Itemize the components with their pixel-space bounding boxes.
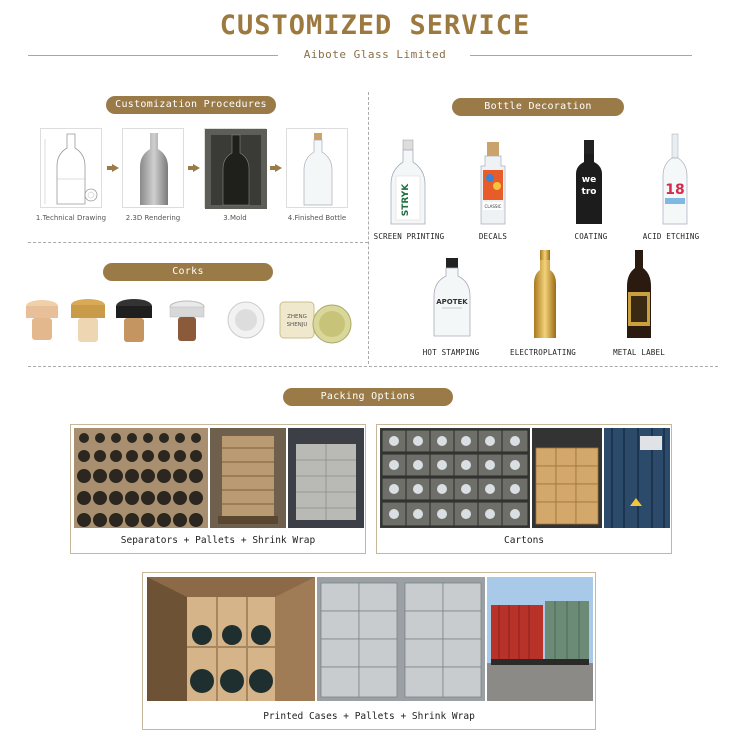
section-divider-horizontal (28, 242, 368, 243)
decoration-heading: Bottle Decoration (452, 98, 624, 116)
coating-bottle-image (574, 138, 604, 232)
svg-text:SHENJU: SHENJU (286, 322, 308, 328)
glass-cork-icon (168, 300, 206, 348)
packing-caption: Printed Cases + Pallets + Shrink Wrap (263, 711, 475, 722)
deco-label: SCREEN PRINTING (373, 232, 445, 241)
technical-drawing-image (40, 128, 102, 208)
finished-bottle-image (286, 128, 348, 208)
containers-trucks-photo (487, 577, 593, 701)
section-divider-bottom (28, 366, 718, 367)
cartons-open-photo (380, 428, 530, 528)
container-photo (604, 428, 670, 528)
arrow-right-icon (112, 164, 119, 172)
3d-rendering-image (122, 128, 184, 208)
svg-text:18: 18 (665, 182, 685, 198)
printed-cork-icon (278, 298, 354, 348)
deco-label: HOT STAMPING (422, 348, 480, 357)
pallets-photo (210, 428, 286, 528)
shrink-wrap-photo (288, 428, 364, 528)
wood-cork-icon (24, 298, 60, 346)
arrow-right-icon (275, 164, 282, 172)
svg-text:STRYK: STRYK (401, 183, 411, 217)
svg-text:we: we (581, 175, 597, 185)
electroplating-bottle-image (530, 248, 560, 346)
black-cork-icon (114, 298, 154, 348)
svg-text:CLASSIC: CLASSIC (484, 204, 502, 209)
packing-heading: Packing Options (283, 388, 453, 406)
company-name: Aibote Glass Limited (303, 48, 447, 61)
deco-label: DECALS (478, 232, 508, 241)
svg-text:tro: tro (581, 187, 597, 197)
decals-bottle-image (476, 140, 510, 232)
metal-label-bottle-image (624, 248, 654, 346)
separators-photo (74, 428, 208, 528)
cartons-stack-photo (532, 428, 602, 528)
corks-heading: Corks (103, 263, 273, 281)
hot-stamping-bottle-image (432, 256, 472, 344)
step-label: 1.Technical Drawing (35, 214, 107, 222)
step-label: 2.3D Rendering (125, 214, 181, 222)
packing-option-cartons (376, 424, 672, 554)
section-divider-vertical (368, 92, 369, 364)
deco-label: ELECTROPLATING (509, 348, 576, 357)
packing-caption: Separators + Pallets + Shrink Wrap (120, 535, 316, 546)
packing-caption: Cartons (503, 535, 545, 546)
step-label: 4.Finished Bottle (287, 214, 347, 222)
packing-option-separators (70, 424, 366, 554)
packing-option-printed-cases (142, 572, 596, 730)
screen-printing-bottle-image (388, 138, 428, 232)
white-cap-icon (224, 300, 268, 344)
gold-cork-icon (69, 298, 107, 348)
mold-image (204, 128, 266, 208)
deco-label: COATING (574, 232, 608, 241)
svg-text:APOTEK: APOTEK (436, 298, 468, 306)
arrow-right-icon (193, 164, 200, 172)
procedures-heading: Customization Procedures (106, 96, 276, 114)
page-title: CUSTOMIZED SERVICE (219, 10, 531, 41)
deco-label: ACID ETCHING (642, 232, 700, 241)
printed-cases-photo (147, 577, 315, 701)
acid-etching-bottle-image (660, 132, 690, 232)
step-label: 3.Mold (223, 214, 247, 222)
svg-text:ZHENG: ZHENG (287, 314, 307, 320)
cases-pallet-photo (317, 577, 485, 701)
deco-label: METAL LABEL (613, 348, 665, 357)
